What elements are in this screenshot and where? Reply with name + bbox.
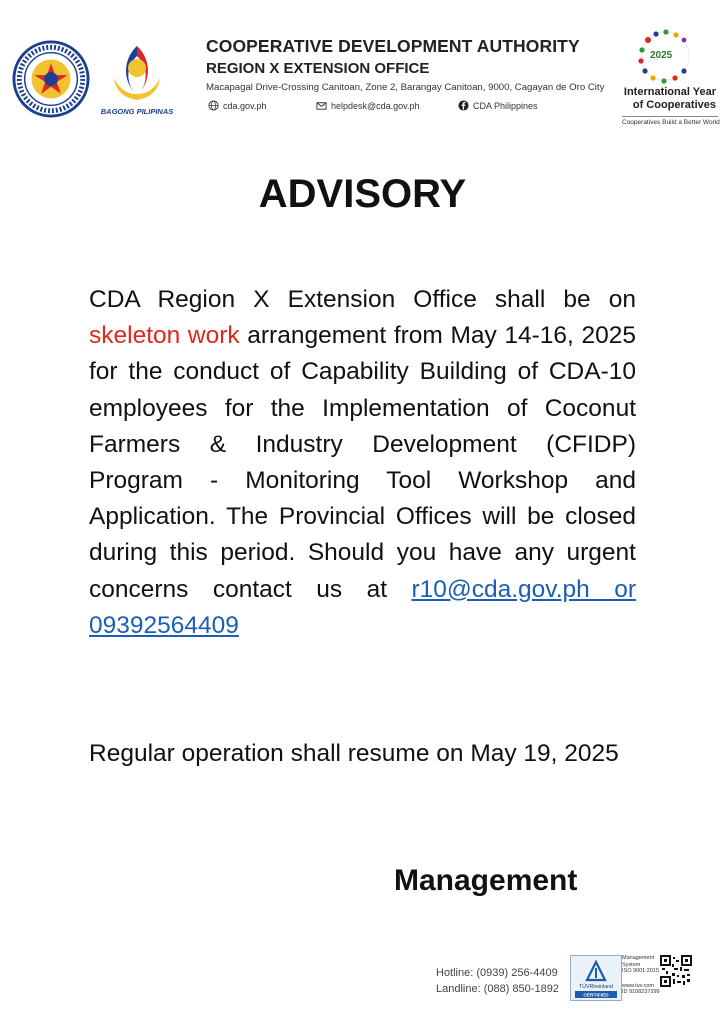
tuv-certified-label: CERTIFIED [583, 993, 609, 999]
hotline-number: Hotline: (0939) 256-4409 [436, 967, 558, 979]
organization-address: Macapagal Drive-Crossing Canitoan, Zone 2, Barangay Canitoan, 9000, Cagayan de Oro City [206, 82, 605, 93]
organization-title: COOPERATIVE DEVELOPMENT AUTHORITY [206, 36, 580, 56]
resume-paragraph: Regular operation shall resume on May 19, 2025 [89, 740, 619, 767]
tuv-label: TÜVRheinland [579, 984, 613, 990]
cert-line: ISO 9001:2015 [622, 968, 660, 975]
cda-seal-logo [12, 40, 90, 118]
bagong-pilipinas-logo [96, 38, 178, 118]
envelope-icon [316, 100, 327, 111]
bagong-pilipinas-label: BAGONG PILIPINAS [100, 107, 174, 116]
cert-line: System [622, 961, 641, 968]
globe-icon [208, 100, 219, 111]
organization-subtitle: REGION X EXTENSION OFFICE [206, 60, 430, 77]
skeleton-work-highlight: skeleton work [89, 322, 240, 350]
email-label: helpdesk@cda.gov.ph [331, 100, 420, 111]
cert-line: Management [622, 955, 655, 961]
qr-code[interactable] [660, 955, 692, 987]
facebook-contact[interactable] [458, 100, 538, 111]
paragraph-text-body: arrangement from May 14-16, 2025 for the conduct of Capability Building of CDA-10 employees for the Implementation of Coconut Farmers & Industry Development (CFIDP) Program - Monitoring Tool Workshop and Application. The Provincial Offices will be closed during this period. Should you have any urgent concerns contact us at [89, 322, 636, 603]
cert-line: www.tuv.com [622, 982, 654, 989]
iyc-tagline: Cooperatives Build a Better World [622, 119, 720, 126]
facebook-icon [458, 100, 469, 111]
contact-link[interactable]: r10@cda.gov.ph or 09392564409 [89, 575, 636, 639]
iyc-year: 2025 [650, 50, 673, 61]
advisory-heading: ADVISORY [258, 172, 467, 216]
iyc-divider [622, 116, 718, 117]
certification-details [622, 955, 660, 996]
iyc-title: International Year of Cooperatives [623, 86, 716, 111]
tuv-certification-badge [570, 955, 622, 1001]
footer-contacts [436, 966, 559, 997]
email-contact[interactable] [316, 100, 420, 111]
cert-line: ID 9108237299 [622, 989, 660, 996]
website-contact[interactable] [208, 100, 266, 111]
website-label: cda.gov.ph [223, 100, 267, 111]
advisory-paragraph [89, 282, 636, 644]
facebook-label: CDA Philippines [473, 100, 538, 111]
signoff: Management [394, 864, 578, 897]
landline-number: Landline: (088) 850-1892 [436, 982, 559, 995]
cert-spacer [622, 975, 660, 983]
paragraph-text-start: CDA Region X Extension Office shall be on [89, 286, 636, 313]
